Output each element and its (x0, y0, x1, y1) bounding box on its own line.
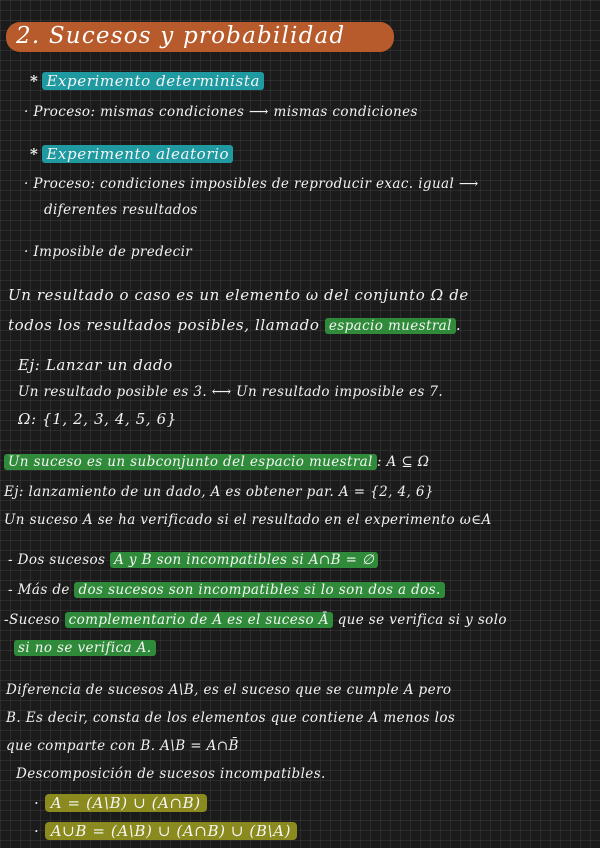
point-determinista: · Proceso: mismas condiciones ⟶ mismas condiciones (24, 104, 418, 120)
point-aleatorio-2: · Imposible de predecir (24, 244, 193, 260)
section-title: 2. Sucesos y probabilidad (16, 23, 346, 49)
ejemplo1-line2: Un resultado posible es 3. ⟷ Un resultado imposible es 7. (18, 384, 444, 400)
point-aleatorio-line1: · Proceso: condiciones imposibles de reproducir exac. igual ⟶ (24, 176, 479, 192)
suceso-ejemplo: Ej: lanzamiento de un dado, A es obtener par. A = {2, 4, 6} (4, 484, 434, 500)
highlight-no-verifica: si no se verifica A. (14, 640, 156, 656)
highlight-determinista: Experimento determinista (42, 72, 264, 90)
diferencia-line4: Descomposición de sucesos incompatibles. (16, 766, 326, 782)
incompat-line2-text: - Más de (8, 582, 70, 598)
resultado-line1: Un resultado o caso es un elemento ω del conjunto Ω de (8, 286, 469, 304)
highlight-complementario: complementario de A es el suceso Ā (65, 612, 333, 628)
point-aleatorio-line2: diferentes resultados (44, 202, 198, 218)
diferencia-line2: B. Es decir, consta de los elementos que contiene A menos los (6, 710, 456, 726)
suceso-definicion (4, 454, 429, 470)
highlight-espacio-muestral: espacio muestral (325, 318, 456, 334)
heading-determinista (30, 72, 264, 90)
resultado-line2-text: todos los resultados posibles, llamado (8, 316, 320, 334)
resultado-line2-end: . (455, 316, 462, 334)
section-title-banner (6, 22, 394, 52)
highlight-item1: A = (A\B) ∪ (A∩B) (45, 794, 207, 812)
diferencia-line1: Diferencia de sucesos A\B, es el suceso que se cumple A pero (6, 682, 452, 698)
ejemplo1-line3: Ω: {1, 2, 3, 4, 5, 6} (18, 410, 177, 428)
bullet-dot-icon: · (34, 794, 40, 812)
resultado-line2 (8, 316, 461, 334)
descomposicion-item2 (34, 822, 297, 840)
incompat-line2 (8, 582, 445, 598)
highlight-aleatorio: Experimento aleatorio (42, 145, 233, 163)
highlight-incompatibles: A y B son incompatibles si A∩B = ∅ (110, 552, 378, 568)
suceso-verificado: Un suceso A se ha verificado si el resultado en el experimento ω∈A (4, 512, 492, 528)
suceso-def-end: : A ⊆ Ω (376, 454, 430, 470)
incompat-line1-text: - Dos sucesos (8, 552, 106, 568)
ejemplo1-line1: Ej: Lanzar un dado (18, 356, 173, 374)
diferencia-line3: que comparte con B. A\B = A∩B̄ (6, 738, 239, 754)
incompat-line4 (14, 640, 156, 656)
bullet-dot-icon: · (34, 822, 40, 840)
incompat-line3-text: -Suceso (4, 612, 60, 628)
descomposicion-item1 (34, 794, 207, 812)
star-bullet-icon: * (30, 72, 39, 90)
incompat-line1 (8, 552, 378, 568)
highlight-item2: A∪B = (A\B) ∪ (A∩B) ∪ (B\A) (45, 822, 297, 840)
highlight-dos-a-dos: dos sucesos son incompatibles si lo son dos a dos. (74, 582, 444, 598)
incompat-line3 (4, 612, 507, 628)
star-bullet-icon: * (30, 145, 39, 163)
highlight-suceso-def: Un suceso es un subconjunto del espacio muestral (4, 454, 377, 470)
incompat-line3-end: que se verifica si y solo (337, 612, 507, 628)
heading-aleatorio (30, 145, 233, 163)
